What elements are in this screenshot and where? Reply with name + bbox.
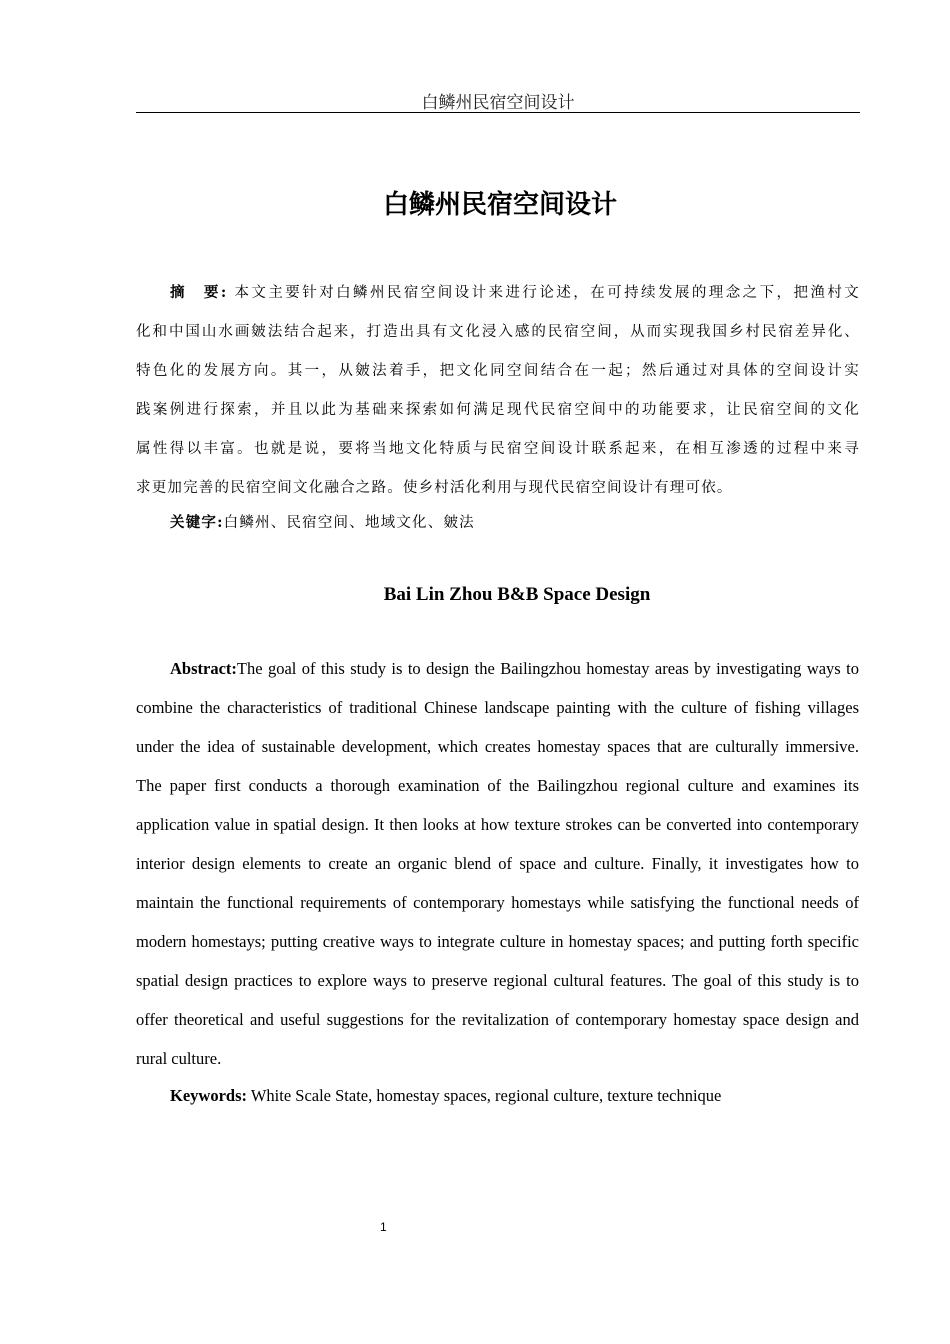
abstract-line: combine the characteristics of traditional Chinese landscape painting with the culture of fishing villages bbox=[136, 698, 859, 717]
abstract-label: Abstract: bbox=[170, 659, 237, 678]
chinese-keywords: 关键字:白鳞州、民宿空间、地域文化、皴法 bbox=[170, 514, 475, 531]
abstract-line: 属性得以丰富。也就是说，要将当地文化特质与民宿空间设计联系起来，在相互渗透的过程中来寻 bbox=[136, 441, 860, 457]
abstract-line: 践案例进行探索，并且以此为基础来探索如何满足现代民宿空间中的功能要求，让民宿空间的文化 bbox=[136, 402, 860, 418]
abstract-line: rural culture. bbox=[136, 1049, 222, 1068]
abstract-label: 摘 要: bbox=[170, 284, 228, 301]
abstract-line: 求更加完善的民宿空间文化融合之路。使乡村活化利用与现代民宿空间设计有理可依。 bbox=[136, 480, 733, 496]
abstract-line: offer theoretical and useful suggestions for the revitalization of contemporary homestay space design and bbox=[136, 1010, 859, 1029]
abstract-line: 化和中国山水画皴法结合起来，打造出具有文化浸入感的民宿空间，从而实现我国乡村民宿差异化、 bbox=[136, 324, 860, 340]
abstract-line: Abstract:The goal of this study is to design the Bailingzhou homestay areas by investigating ways to bbox=[170, 659, 859, 678]
abstract-line: maintain the functional requirements of contemporary homestays while satisfying the functional needs of bbox=[136, 893, 859, 912]
abstract-line: under the idea of sustainable development, which creates homestay spaces that are culturally immersive. bbox=[136, 737, 859, 756]
chinese-abstract bbox=[136, 283, 860, 552]
abstract-line: interior design elements to create an organic blend of space and culture. Finally, it investigates how to bbox=[136, 854, 859, 873]
english-abstract bbox=[136, 658, 859, 1087]
abstract-line: modern homestays; putting creative ways to integrate culture in homestay spaces; and putting forth specific bbox=[136, 932, 859, 951]
abstract-line: spatial design practices to explore ways to preserve regional cultural features. The goal of this study is to bbox=[136, 971, 859, 990]
abstract-line: 特色化的发展方向。其一，从皴法着手，把文化同空间结合在一起；然后通过对具体的空间设计实 bbox=[136, 363, 860, 379]
abstract-line: application value in spatial design. It then looks at how texture strokes can be converted into contemporary bbox=[136, 815, 859, 834]
abstract-line: 摘 要: 本文主要针对白鳞州民宿空间设计来进行论述，在可持续发展的理念之下，把渔村文 bbox=[170, 284, 860, 301]
abstract-line: The paper first conducts a thorough examination of the Bailingzhou regional culture and examines its bbox=[136, 776, 859, 795]
english-title: Bai Lin Zhou B&B Space Design bbox=[383, 584, 651, 605]
running-header: 白鳞州民宿空间设计 bbox=[136, 92, 860, 113]
page-number: 1 bbox=[380, 1220, 387, 1234]
document-title: 白鳞州民宿空间设计 bbox=[382, 190, 617, 220]
english-keywords: Keywords: White Scale State, homestay spaces, regional culture, texture technique bbox=[170, 1086, 722, 1105]
